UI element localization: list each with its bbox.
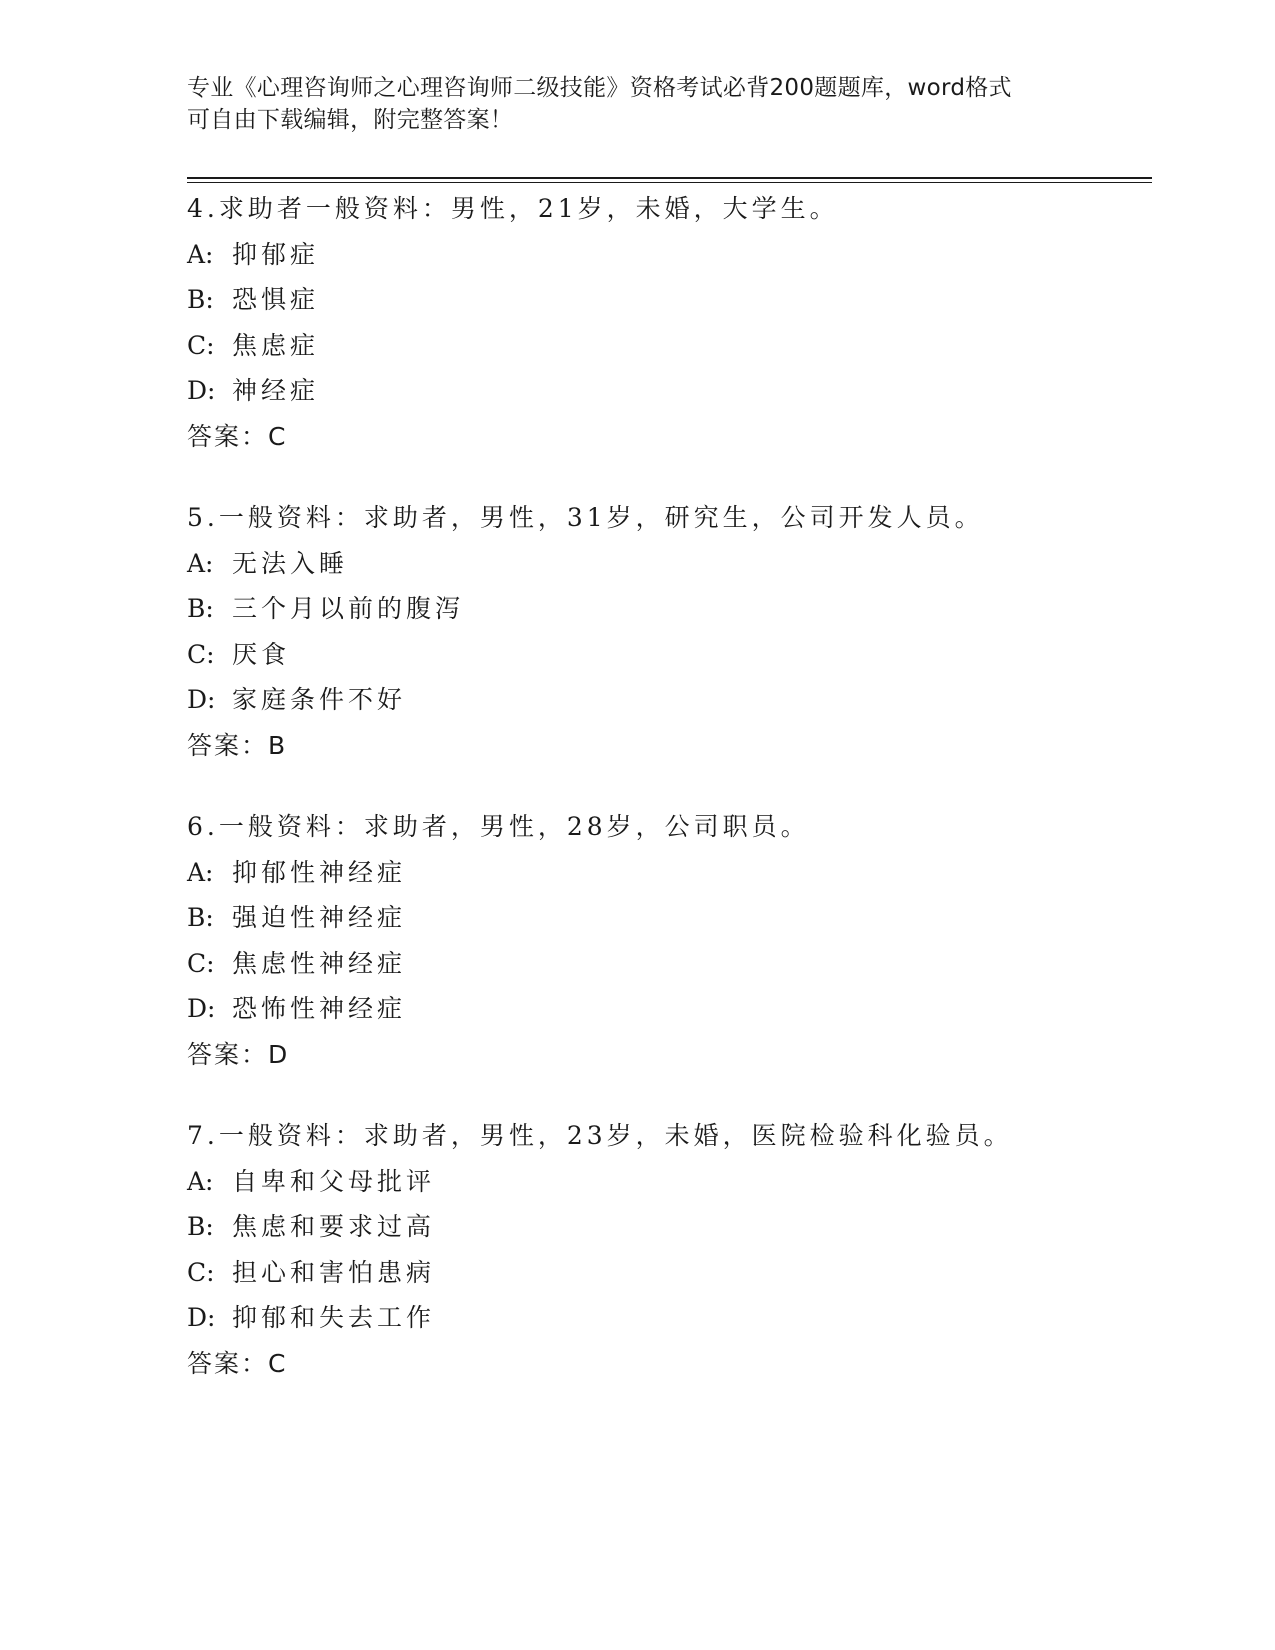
option-text: 抑郁症 — [232, 239, 320, 269]
header-line-2: 可自由下载编辑，附完整答案！ — [187, 107, 514, 133]
option-letter: A: — [187, 548, 214, 578]
question-stem: 5.一般资料：求助者，男性，31岁，研究生，公司开发人员。 — [187, 503, 984, 532]
option-text: 家庭条件不好 — [232, 685, 407, 715]
option-a — [187, 1159, 1187, 1205]
option-text: 无法入睡 — [232, 548, 349, 578]
question-block — [187, 495, 1187, 769]
answer-line: 答案：C — [187, 1348, 288, 1378]
option-text: 焦虑和要求过高 — [232, 1212, 436, 1242]
option-letter: C: — [187, 330, 215, 360]
option-letter: A: — [187, 239, 214, 269]
option-c — [187, 632, 1187, 678]
option-c — [187, 1250, 1187, 1296]
option-letter: B: — [187, 1212, 214, 1242]
option-text: 强迫性神经症 — [232, 903, 407, 933]
option-text: 自卑和父母批评 — [232, 1166, 436, 1196]
option-text: 厌食 — [232, 639, 291, 669]
header-line-1: 专业《心理咨询师之心理咨询师二级技能》资格考试必背200题题库，word格式 — [187, 75, 1012, 101]
option-letter: D: — [187, 376, 216, 406]
option-letter: B: — [187, 594, 214, 624]
option-c — [187, 941, 1187, 987]
option-d — [187, 1295, 1187, 1341]
header-divider-thick — [187, 177, 1152, 179]
question-stem: 7.一般资料：求助者，男性，23岁，未婚，医院检验科化验员。 — [187, 1121, 1013, 1150]
question-stem: 6.一般资料：求助者，男性，28岁，公司职员。 — [187, 812, 810, 841]
option-text: 担心和害怕患病 — [232, 1257, 436, 1287]
question-block — [187, 804, 1187, 1078]
answer-line: 答案：C — [187, 421, 288, 451]
option-d — [187, 368, 1187, 414]
option-letter: C: — [187, 948, 215, 978]
answer-line: 答案：B — [187, 730, 288, 760]
option-c — [187, 323, 1187, 369]
document-header — [187, 72, 1087, 136]
option-letter: A: — [187, 1166, 214, 1196]
question-block — [187, 186, 1187, 460]
option-text: 焦虑症 — [232, 330, 320, 360]
option-letter: D: — [187, 1303, 216, 1333]
option-b — [187, 586, 1187, 632]
option-letter: A: — [187, 857, 214, 887]
option-letter: B: — [187, 285, 214, 315]
question-block — [187, 1113, 1187, 1387]
option-letter: D: — [187, 685, 216, 715]
option-a — [187, 232, 1187, 278]
option-a — [187, 541, 1187, 587]
option-text: 神经症 — [232, 376, 320, 406]
option-letter: C: — [187, 1257, 215, 1287]
option-letter: C: — [187, 639, 215, 669]
option-text: 恐惧症 — [232, 285, 320, 315]
answer-line: 答案：D — [187, 1039, 290, 1069]
option-b — [187, 277, 1187, 323]
option-text: 抑郁性神经症 — [232, 857, 407, 887]
option-letter: D: — [187, 994, 216, 1024]
header-divider-thin — [187, 182, 1152, 183]
option-b — [187, 1204, 1187, 1250]
option-text: 恐怖性神经症 — [232, 994, 407, 1024]
option-d — [187, 986, 1187, 1032]
option-d — [187, 677, 1187, 723]
option-text: 抑郁和失去工作 — [232, 1303, 436, 1333]
option-b — [187, 895, 1187, 941]
option-text: 三个月以前的腹泻 — [232, 594, 465, 624]
option-a — [187, 850, 1187, 896]
option-text: 焦虑性神经症 — [232, 948, 407, 978]
question-stem: 4.求助者一般资料：男性，21岁，未婚，大学生。 — [187, 194, 839, 223]
option-letter: B: — [187, 903, 214, 933]
